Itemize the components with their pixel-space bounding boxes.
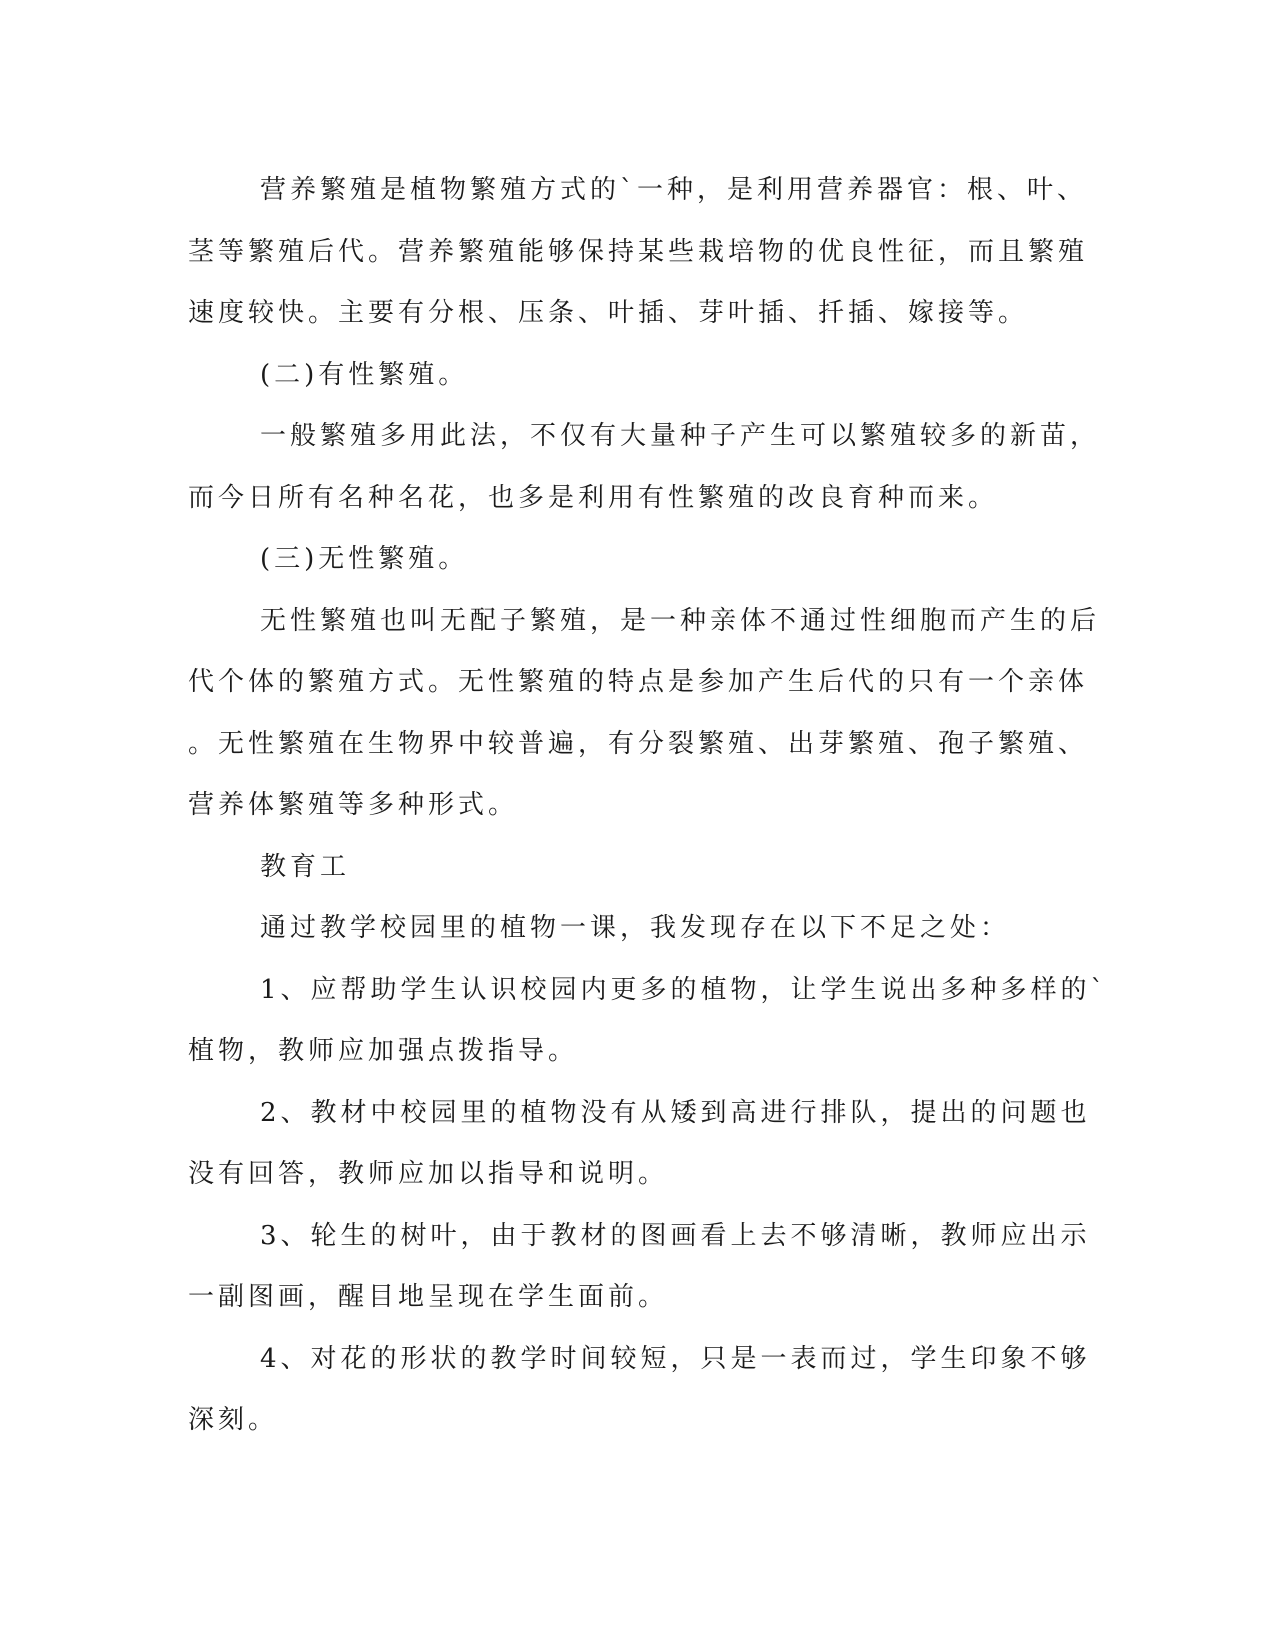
text-line: 2、教材中校园里的植物没有从矮到高进行排队，提出的问题也 [260, 1097, 1091, 1128]
text-line: 通过教学校园里的植物一课，我发现存在以下不足之处： [260, 913, 1011, 943]
heading-education [188, 837, 1058, 899]
heading-asexual-propagation [188, 529, 1058, 591]
paragraph-sexual-propagation [188, 406, 1101, 529]
text-line: 速度较快。主要有分根、压条、叶插、芽叶插、扦插、嫁接等。 [188, 298, 1029, 328]
paragraph-vegetative-propagation [188, 160, 1089, 345]
list-item-2 [188, 1083, 1091, 1206]
text-line: (二)有性繁殖。 [260, 359, 469, 390]
list-item-3 [188, 1206, 1091, 1329]
text-line: 无性繁殖也叫无配子繁殖，是一种亲体不通过性细胞而产生的后 [260, 605, 1101, 636]
paragraph-intro-shortcomings [188, 898, 1058, 960]
text-line: 代个体的繁殖方式。无性繁殖的特点是参加产生后代的只有一个亲体 [188, 667, 1089, 697]
text-line: 营养繁殖是植物繁殖方式的`一种，是利用营养器官：根、叶、 [260, 175, 1088, 205]
text-line: (三)无性繁殖。 [260, 544, 469, 574]
document-body [188, 160, 1108, 1452]
text-line: 。无性繁殖在生物界中较普遍，有分裂繁殖、出芽繁殖、孢子繁殖、 [188, 728, 1089, 759]
text-line: 1、应帮助学生认识校园内更多的植物，让学生说出多种多样的` [260, 974, 1108, 1005]
text-line: 植物，教师应加强点拨指导。 [188, 1036, 579, 1066]
list-item-1 [188, 960, 1108, 1083]
heading-sexual-propagation [188, 345, 1058, 407]
paragraph-asexual-propagation [188, 591, 1101, 837]
text-line: 营养体繁殖等多种形式。 [188, 790, 519, 820]
text-line: 茎等繁殖后代。营养繁殖能够保持某些栽培物的优良性征，而且繁殖 [188, 236, 1089, 267]
text-line: 一般繁殖多用此法，不仅有大量种子产生可以繁殖较多的新苗， [260, 421, 1101, 451]
text-line: 深刻。 [188, 1405, 279, 1435]
text-line: 教育工 [260, 851, 351, 882]
text-line: 一副图画，醒目地呈现在学生面前。 [188, 1282, 669, 1312]
text-line: 3、轮生的树叶，由于教材的图画看上去不够清晰，教师应出示 [260, 1220, 1091, 1251]
text-line: 而今日所有名种名花，也多是利用有性繁殖的改良育种而来。 [188, 482, 999, 513]
text-line: 4、对花的形状的教学时间较短，只是一表而过，学生印象不够 [260, 1343, 1091, 1374]
text-line: 没有回答，教师应加以指导和说明。 [188, 1159, 669, 1189]
list-item-4 [188, 1329, 1091, 1452]
